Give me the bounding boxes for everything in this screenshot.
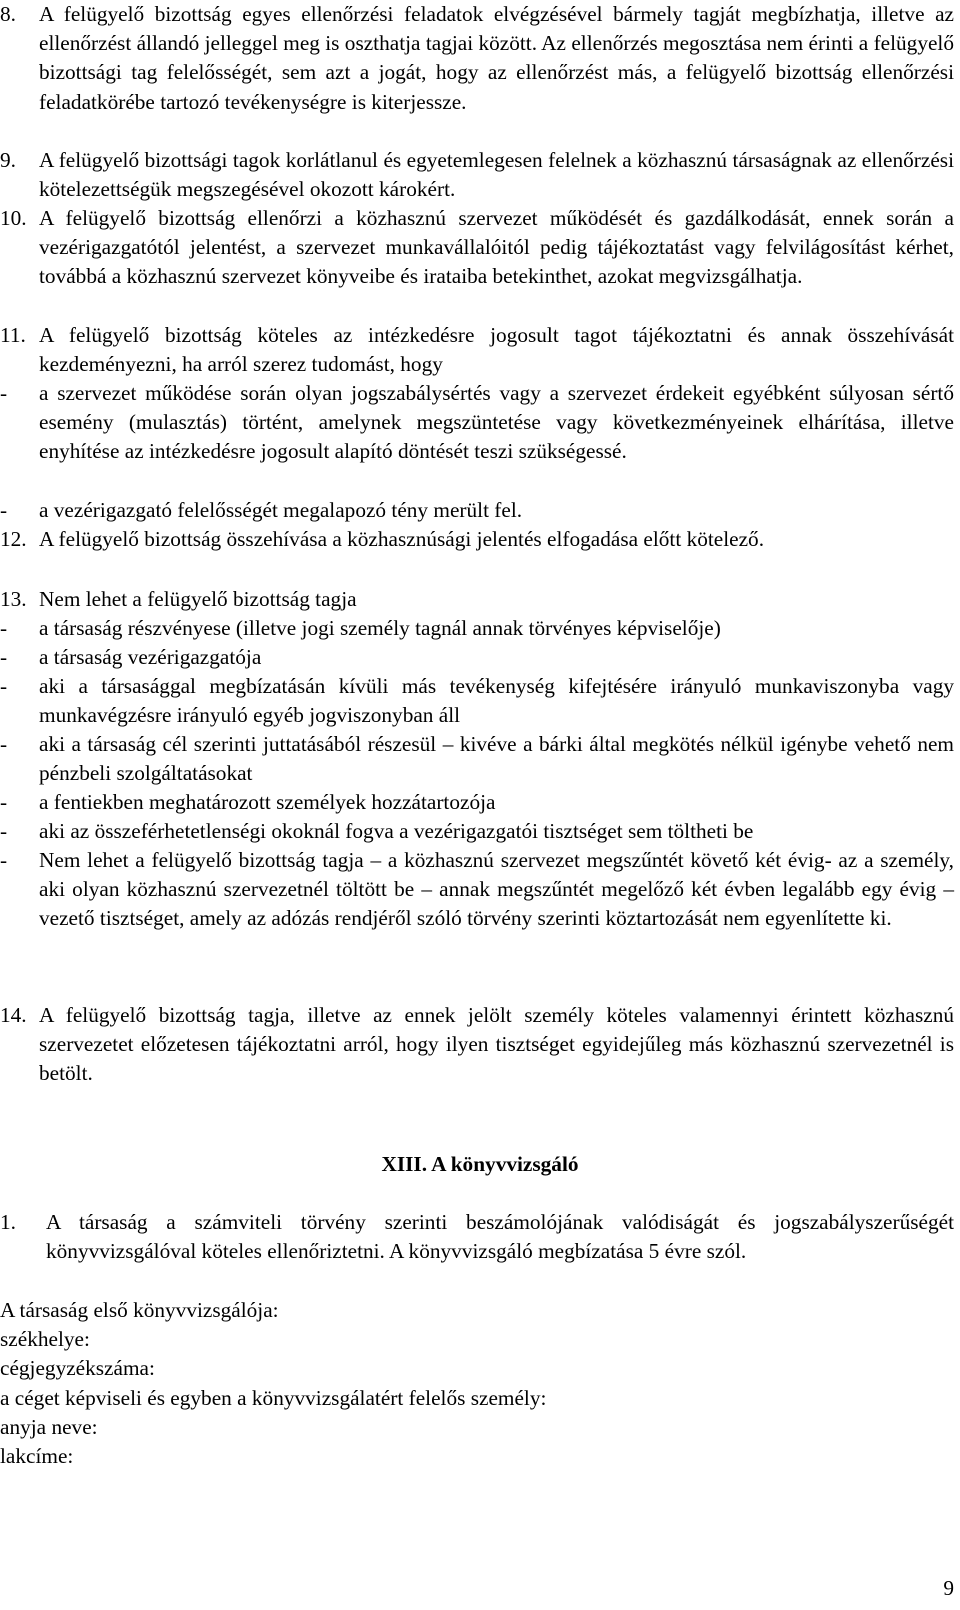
paragraph-number: 14. [0, 1003, 27, 1027]
list-item [0, 379, 954, 467]
field-label: lakcíme: [0, 1444, 74, 1469]
list-item-text: a vezérigazgató felelősségét megalapozó tény merült fel. [39, 498, 523, 522]
list-item-text: a társaság vezérigazgatója [39, 645, 262, 669]
list-item-text: a társaság részvényese (illetve jogi személy tagnál annak törvényes képviselője) [39, 616, 721, 640]
page-number: 9 [943, 1576, 954, 1600]
list-item-text: a fentiekben meghatározott személyek hozzátartozója [39, 790, 496, 814]
dash-marker: - [0, 732, 8, 756]
paragraph-12 [0, 525, 954, 554]
list-item [0, 817, 954, 846]
list-item-text: aki a társaság cél szerinti juttatásából részesül – kivéve a bárki által megkötés nélkül igénybe vehető nem pénzbeli szolgáltatásokat [39, 732, 954, 786]
field-label: anyja neve: [0, 1414, 98, 1439]
dash-marker: - [0, 645, 8, 669]
dash-marker: - [0, 790, 8, 814]
paragraph-number: 9. [0, 148, 16, 172]
paragraph-11 [0, 321, 954, 379]
paragraph-number: 12. [0, 527, 27, 551]
paragraph-text: A felügyelő bizottság tagja, illetve az ennek jelölt személy köteles valamennyi érintett közhasznú szervezetet előzetesen tájékoztatni arról, hogy ilyen tisztséget egyidejűleg más közhasznú szervezetnél is betölt. [39, 1003, 954, 1086]
dash-marker: - [0, 848, 8, 872]
list-item [0, 496, 954, 525]
list-item-text: Nem lehet a felügyelő bizottság tagja – a közhasznú szervezet megszűntét követő két évig- az a személy, aki olyan közhasznú szervezetnél töltött be – annak megszűntét megelőző két évben legalább egy évig – vezető tisztséget, amely az adózás rendjéről szóló törvény szerinti köztartozását nem egyenlítette ki. [39, 848, 954, 931]
field-label: cégjegyzékszáma: [0, 1356, 155, 1381]
auditor-fields [0, 1296, 954, 1471]
paragraph-text: Nem lehet a felügyelő bizottság tagja [39, 587, 357, 611]
paragraph-number: 8. [0, 2, 16, 26]
dash-marker: - [0, 674, 8, 698]
list-item [0, 730, 954, 788]
list-item [0, 614, 954, 643]
list-item [0, 846, 954, 934]
paragraph-text: A felügyelő bizottság köteles az intézkedésre jogosult tagot tájékoztatni és annak összehívását kezdeményezni, ha arról szerez tudomást, hogy [39, 323, 954, 377]
paragraph-9 [0, 146, 954, 204]
paragraph-14 [0, 1001, 954, 1089]
paragraph-text: A felügyelő bizottság egyes ellenőrzési feladatok elvégzésével bármely tagját megbízhatja, illetve az ellenőrzést állandó jelleggel meg is oszthatja tagjai között. Az ellenőrzés megosztása nem érinti a felügyelő bizottsági tag felelősségét, sem azt a jogát, hogy az ellenőrzést más, a felügyelő bizottság ellenőrzési feladatkörébe tartozó tevékenységre is kiterjessze. [39, 2, 954, 114]
paragraph-text: A társaság a számviteli törvény szerinti beszámolójának valódiságát és jogszabályszerűségét könyvvizsgálóval köteles ellenőriztetni. A könyvvizsgáló megbízatása 5 évre szól. [46, 1210, 954, 1264]
list-item [0, 643, 954, 672]
paragraph-13 [0, 585, 954, 614]
list-item-text: a szervezet működése során olyan jogszabálysértés vagy a szervezet érdekeit egyébként súlyosan sértő esemény (mulasztás) történt, amelynek megszüntetése vagy következményeinek elhárítása, illetve enyhítése az intézkedésre jogosult alapító döntését teszi szükségessé. [39, 381, 954, 464]
field-label: a céget képviseli és egyben a könyvvizsgálatért felelős személy: [0, 1385, 547, 1410]
paragraph-text: A felügyelő bizottsági tagok korlátlanul és egyetemlegesen felelnek a közhasznú társaságnak az ellenőrzési kötelezettségük megszegésével okozott károkért. [39, 148, 954, 202]
dash-marker: - [0, 616, 8, 640]
dash-marker: - [0, 381, 8, 405]
paragraph-number: 1. [0, 1210, 16, 1234]
paragraph-number: 10. [0, 206, 27, 230]
paragraph-auditor-1 [0, 1208, 954, 1266]
paragraph-8 [0, 0, 954, 117]
list-item [0, 788, 954, 817]
list-item-text: aki az összeférhetetlenségi okoknál fogva a vezérigazgatói tisztséget sem töltheti be [39, 819, 754, 843]
dash-marker: - [0, 819, 8, 843]
dash-marker: - [0, 498, 8, 522]
paragraph-10 [0, 204, 954, 292]
paragraph-text: A felügyelő bizottság összehívása a közhasznúsági jelentés elfogadása előtt kötelező. [39, 527, 765, 551]
field-label: székhelye: [0, 1327, 90, 1352]
section-heading: XIII. A könyvvizsgáló [381, 1152, 579, 1176]
list-item-text: aki a társasággal megbízatásán kívüli más tevékenység kifejtésére irányuló munkaviszonyba vagy munkavégzésre irányuló egyéb jogviszonyban áll [39, 674, 954, 728]
list-item [0, 672, 954, 730]
paragraph-number: 13. [0, 587, 27, 611]
paragraph-text: A felügyelő bizottság ellenőrzi a közhasznú szervezet működését és gazdálkodását, ennek során a vezérigazgatótól jelentést, a szervezet munkavállalóitól pedig tájékoztatást vagy felvilágosítást kérhet, továbbá a közhasznú szervezet könyveibe és irataiba betekinthet, azokat megvizsgálhatja. [39, 206, 954, 289]
field-label: A társaság első könyvvizsgálója: [0, 1298, 279, 1322]
paragraph-number: 11. [0, 323, 26, 347]
